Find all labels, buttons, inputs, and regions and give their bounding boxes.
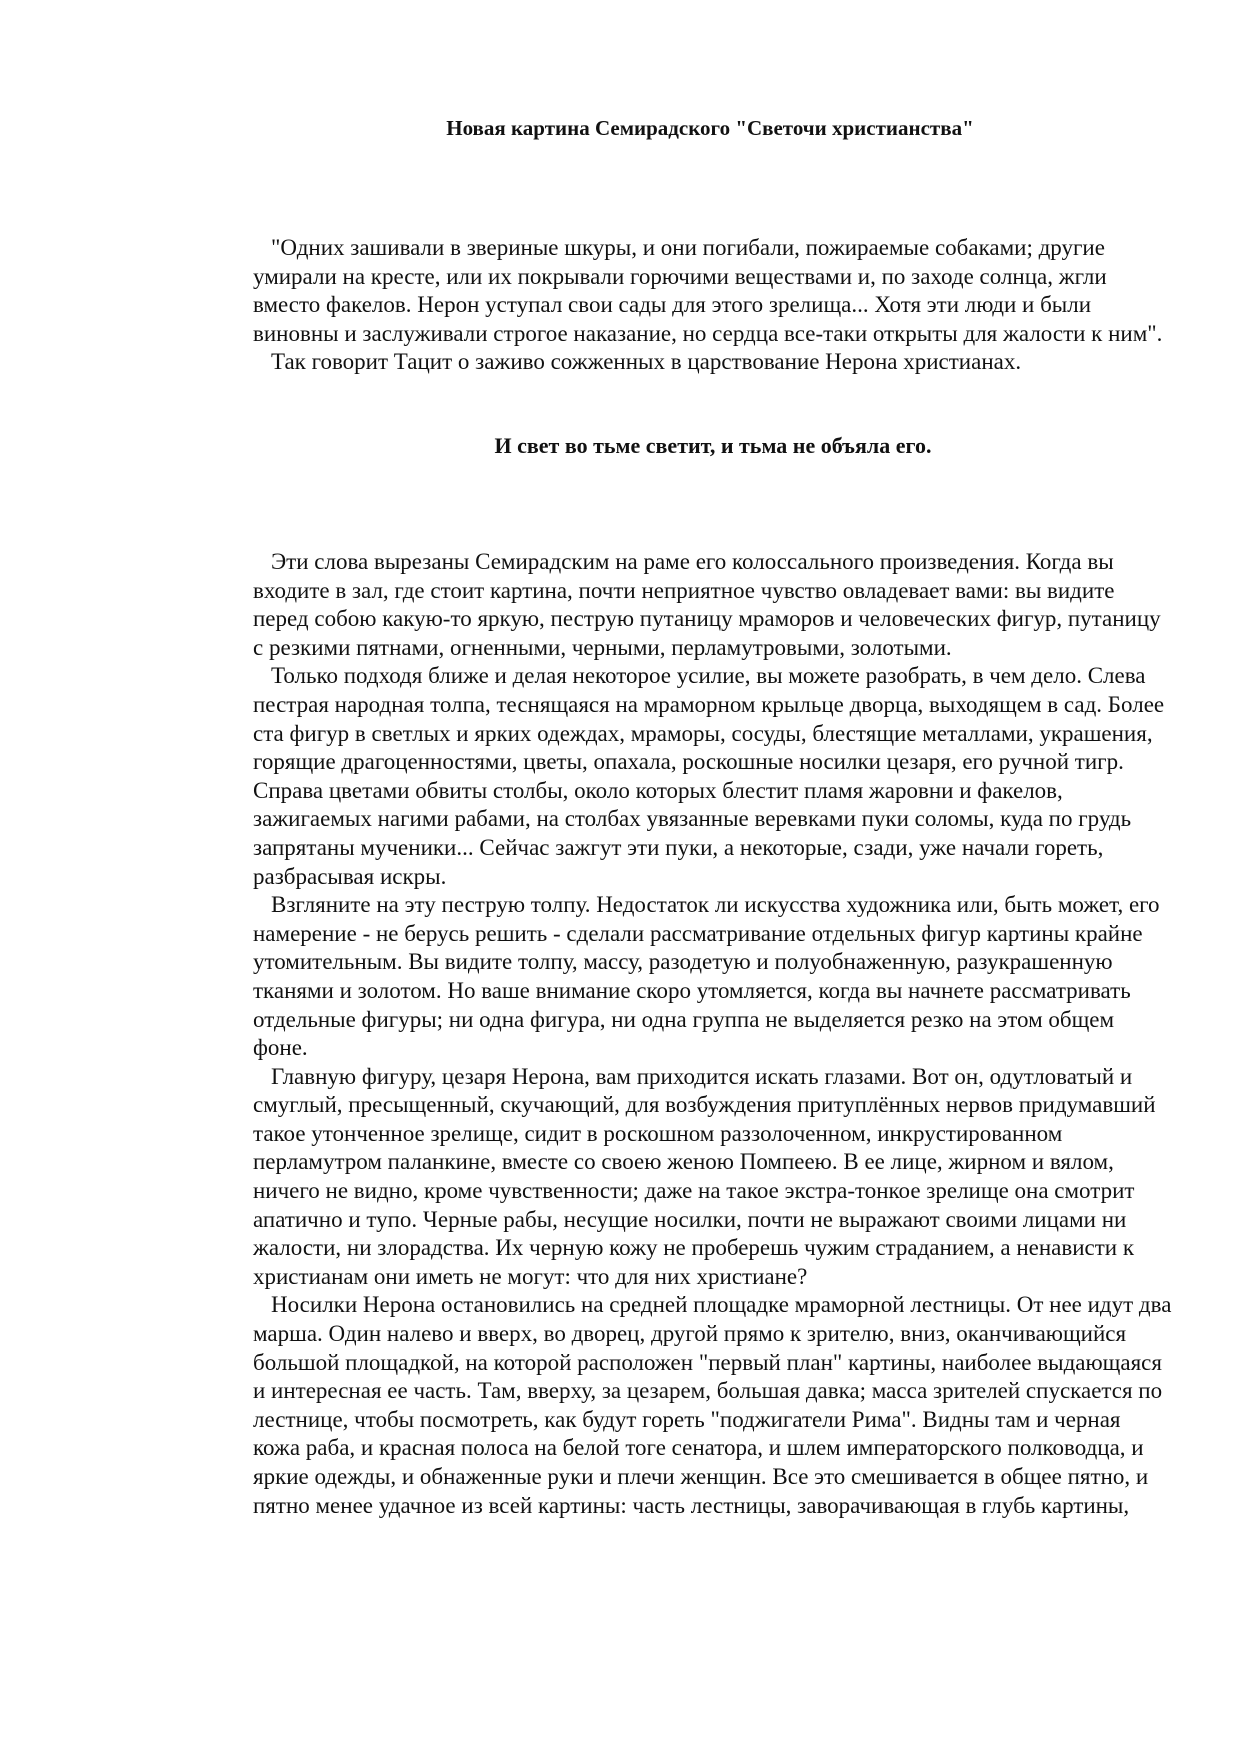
body-paragraph: Главную фигуру, цезаря Нерона, вам приходится искать глазами. Вот он, одутловатый и смуглый, пресыщенный, скучающий, для возбуждения притуплённых нервов придумавший такое утонченное зрелище, сидит в роскошном раззолоченном, инкрустированном перламутром паланкине, вместе со своею женою Помпеею. В ее лице, жирном и вялом, ничего не видно, кроме чувственности; даже на такое экстра-тонкое зрелище она смотрит апатично и тупо. Черные рабы, несущие носилки, почти не выражают своими лицами ни жалости, ни злорадства. Их черную кожу не проберешь чужим страданием, а ненависти к христианам они иметь не могут: что для них христиане? (253, 1063, 1156, 1289)
intro-block (253, 234, 1173, 377)
body-paragraph: Эти слова вырезаны Семирадским на раме его колоссального произведения. Когда вы входите в зал, где стоит картина, почти неприятное чувство овладевает вами: вы видите перед собою какую-то яркую, пеструю путаницу мраморов и человеческих фигур, путаницу с резкими пятнами, огненными, черными, перламутровыми, золотыми. (253, 549, 1161, 660)
page-title: Новая картина Семирадского "Светочи христианства" (446, 116, 974, 140)
body-paragraph: Носилки Нерона остановились на средней площадке мраморной лестницы. От нее идут два марша. Один налево и вверх, во дворец, другой прямо к зрителю, вниз, оканчивающийся большой площадкой, на которой расположен "первый план" картины, наиболее выдающаяся и интересная ее часть. Там, вверху, за цезарем, большая давка; масса зрителей спускается по лестнице, чтобы посмотреть, как будут гореть "поджигатели Рима". Видны там и черная кожа раба, и красная полоса на белой тоге сенатора, и шлем императорского полководца, и яркие одежды, и обнаженные руки и плечи женщин. Все это смешивается в общее пятно, и пятно менее удачное из всей картины: часть лестницы, заворачивающая в глубь картины, (253, 1292, 1172, 1518)
body-block (253, 548, 1173, 1520)
body-paragraph: Только подходя ближе и делая некоторое усилие, вы можете разобрать, в чем дело. Слева пестрая народная толпа, теснящаяся на мраморном крыльце дворца, выходящем в сад. Более ста фигур в светлых и ярких одеждах, мраморы, сосуды, блестящие металлами, украшения, горящие драгоценностями, цветы, опахала, роскошные носилки цезаря, его ручной тигр. Справа цветами обвиты столбы, около которых блестит пламя жаровни и факелов, зажигаемых нагими рабами, на столбах увязанные веревками пуки соломы, куда по грудь запрятаны мученики... Сейчас зажгут эти пуки, а некоторые, сзади, уже начали гореть, разбрасывая искры. (253, 663, 1165, 889)
intro-paragraph: "Одних зашивали в звериные шкуры, и они погибали, пожираемые собаками; другие умирали на кресте, или их покрывали горючими веществами и, по заходе солнца, жгли вместо факелов. Нерон уступал свои сады для этого зрелища... Хотя эти люди и были виновны и заслуживали строгое наказание, но сердца все-таки открыты для жалости к ним". (253, 235, 1163, 346)
body-paragraph: Взгляните на эту пеструю толпу. Недостаток ли искусства художника или, быть может, его намерение - не берусь решить - сделали рассматривание отдельных фигур картины крайне утомительным. Вы видите толпу, массу, разодетую и полуобнаженную, разукрашенную тканями и золотом. Но ваше внимание скоро утомляется, когда вы начнете рассматривать отдельные фигуры; ни одна фигура, ни одна группа не выделяется резко на этом общем фоне. (253, 892, 1160, 1061)
intro-paragraph: Так говорит Тацит о заживо сожженных в царствование Нерона христианах. (271, 349, 1022, 375)
epigraph: И свет во тьме светит, и тьма не объяла его. (494, 433, 932, 458)
